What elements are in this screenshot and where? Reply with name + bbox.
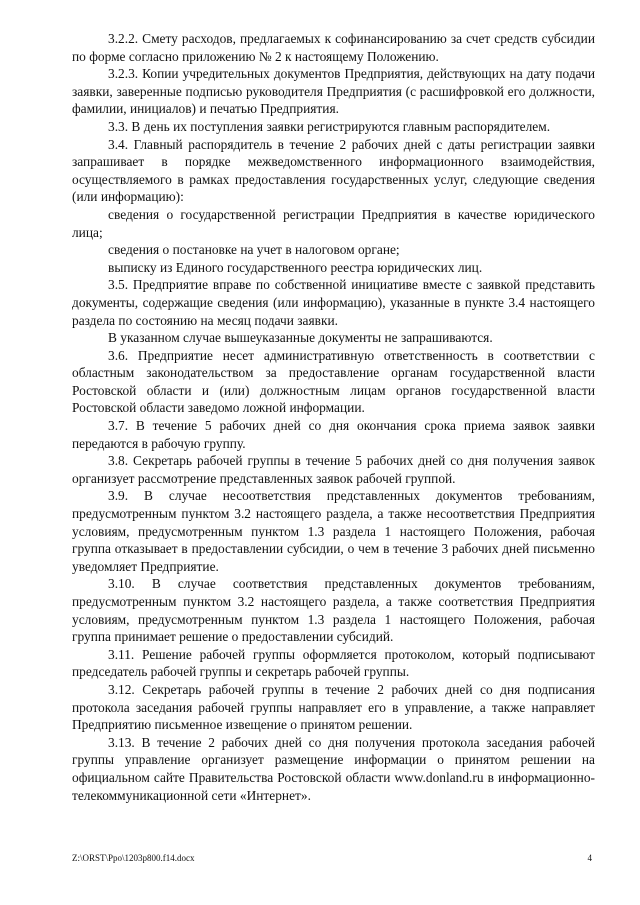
paragraph-3-5: 3.5. Предприятие вправе по собственной инициативе вместе с заявкой представить документы, содержащие сведения (или информацию), указанные в пункте 3.4 настоящего раздела по состоянию на месяц подачи заявки. xyxy=(72,277,595,328)
paragraph-3-8: 3.8. Секретарь рабочей группы в течение 5 рабочих дней со дня получения заявок организует рассмотрение представленных заявок рабочей группой. xyxy=(72,453,595,486)
footer-page-number: 4 xyxy=(587,853,592,863)
paragraph-3-3: 3.3. В день их поступления заявки регистрируются главным распорядителем. xyxy=(108,118,551,134)
paragraph-3-13: 3.13. В течение 2 рабочих дней со дня получения протокола заседания рабочей группы управление организует размещение информации о принятом решении на официальном сайте Правительства Ростовской области www.donland.ru в информационно-телекоммуникационной сети «Интернет». xyxy=(72,734,595,803)
paragraph-3-11: 3.11. Решение рабочей группы оформляется протоколом, который подписывают председатель рабочей группы и секретарь рабочей группы. xyxy=(72,646,595,680)
paragraph-3-2-2: 3.2.2. Смету расходов, предлагаемых к софинансированию за счет средств субсидии по форме согласно приложению № 2 к настоящему Положению. xyxy=(72,31,595,64)
paragraph-3-7: 3.7. В течение 5 рабочих дней со дня окончания срока приема заявок заявки передаются в рабочую группу. xyxy=(72,418,595,451)
footer-file-path: Z:\ORST\Ppo\1203p800.f14.docx xyxy=(72,853,195,863)
paragraph-3-9: 3.9. В случае несоответствия представленных документов требованиям, предусмотренным пунктом 3.2 настоящего раздела, а также несоответствия Предприятия условиям, предусмотренным пунктом 1.3 раздела 1 настоящего Положения, рабочая группа отказывает в предоставлении субсидии, о чем в течение 3 рабочих дней письменно уведомляет Предприятие. xyxy=(72,488,595,574)
paragraph-3-5-note: В указанном случае вышеуказанные документы не запрашиваются. xyxy=(108,330,493,346)
list-item-state-registration: сведения о государственной регистрации Предприятия в качестве юридического лица; xyxy=(72,206,595,240)
paragraph-3-10: 3.10. В случае соответствия представленных документов требованиям, предусмотренным пунктом 3.2 настоящего раздела, а также соответствия Предприятия условиям, предусмотренным пунктом 1.3 раздела 1 настоящего Положения, рабочая группа принимает решение о предоставлении субсидий. xyxy=(72,576,595,645)
list-item-tax-registration: сведения о постановке на учет в налоговом органе; xyxy=(108,242,400,258)
paragraph-3-4: 3.4. Главный распорядитель в течение 2 рабочих дней с даты регистрации заявки запрашивает в порядке межведомственного информационного взаимодействия, осуществляемого в рамках предоставления государственных услуг, следующие сведения (или информацию): xyxy=(72,136,595,205)
paragraph-3-12: 3.12. Секретарь рабочей группы в течение 2 рабочих дней со дня подписания протокола заседания рабочей группы направляет его в управление, а также направляет Предприятию письменное извещение о принятом решении. xyxy=(72,681,595,733)
list-item-registry-extract: выписку из Единого государственного реестра юридических лиц. xyxy=(108,259,483,275)
paragraph-3-2-3: 3.2.3. Копии учредительных документов Предприятия, действующих на дату подачи заявки, заверенные подписью руководителя Предприятия (с расшифровкой его должности, фамилии, инициалов) и печатью Предприятия. xyxy=(72,66,595,117)
paragraph-3-6: 3.6. Предприятие несет административную ответственность в соответствии с областным законодательством за предоставление органам государственной власти Ростовской области и (или) должностным лицам органов государственной власти Ростовской области заведомо ложной информации. xyxy=(72,347,595,416)
document-body xyxy=(72,30,595,804)
